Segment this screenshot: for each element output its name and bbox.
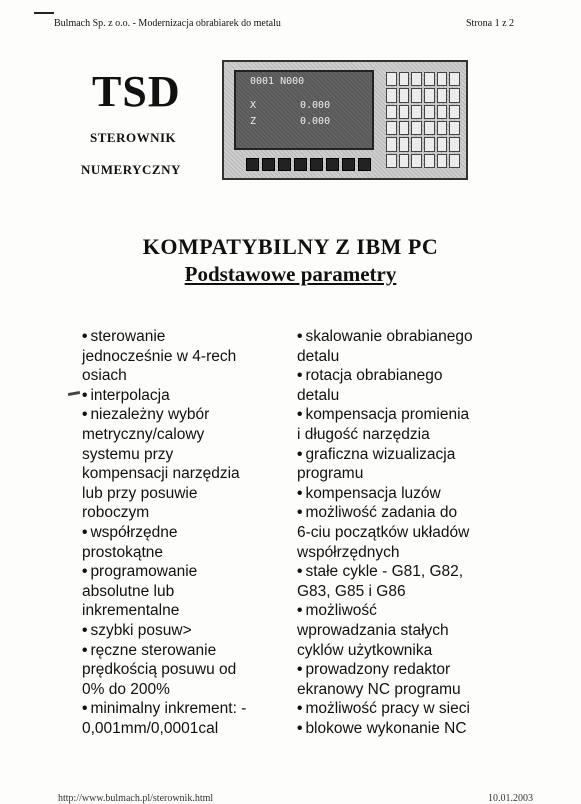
feature-text: 0,001mm/0,0001cal xyxy=(82,719,219,737)
bullet-icon: • xyxy=(297,661,303,679)
keypad-key xyxy=(424,88,435,102)
feature-line xyxy=(297,543,512,563)
keypad-key xyxy=(411,72,422,86)
keypad-key xyxy=(411,154,422,168)
keypad-key xyxy=(424,154,435,168)
feature-text: systemu przy xyxy=(82,445,174,463)
feature-text: ekranowy NC programu xyxy=(297,680,461,698)
feature-text: współrzędne xyxy=(90,523,178,541)
bullet-icon: • xyxy=(82,621,88,639)
bullet-icon: • xyxy=(82,328,88,345)
cnc-screen xyxy=(234,70,374,150)
feature-line xyxy=(82,503,282,523)
screen-x-value: 0.000 xyxy=(300,100,331,111)
keypad-key xyxy=(386,121,397,135)
feature-line xyxy=(297,582,512,602)
feature-line xyxy=(82,327,282,347)
keypad-key xyxy=(437,105,448,119)
keypad-key xyxy=(449,105,460,119)
feature-line xyxy=(297,719,512,739)
feature-line xyxy=(82,582,282,602)
feature-line xyxy=(82,366,282,386)
bullet-icon: • xyxy=(82,700,88,718)
feature-line xyxy=(297,327,512,347)
softkey xyxy=(326,158,339,171)
keypad-key xyxy=(399,137,410,151)
feature-line xyxy=(297,464,512,484)
brand-name: TSD xyxy=(92,67,181,116)
keypad-key xyxy=(399,105,410,119)
feature-text: prowadzony redaktor xyxy=(305,661,451,679)
keypad-key xyxy=(424,121,435,135)
feature-text: detalu xyxy=(297,386,340,404)
feature-line xyxy=(297,503,512,523)
feature-line xyxy=(82,562,282,582)
softkey xyxy=(262,158,275,171)
keypad-key xyxy=(386,88,397,102)
feature-text: programu xyxy=(297,465,364,483)
keypad-key xyxy=(449,88,460,102)
footer-date: 10.01.2003 xyxy=(488,793,533,804)
feature-text: G83, G85 i G86 xyxy=(297,582,406,600)
bullet-icon: • xyxy=(82,523,88,541)
bullet-icon: • xyxy=(82,563,88,581)
feature-line xyxy=(297,445,512,465)
feature-text: cyklów użytkownika xyxy=(297,641,433,659)
feature-line xyxy=(82,621,282,641)
header-company: Bulmach Sp. z o.o. - Modernizacja obrabiarek do metalu xyxy=(54,18,281,29)
feature-text: jednocześnie w 4-rech xyxy=(82,347,237,365)
softkey xyxy=(310,158,323,171)
keypad-key xyxy=(449,154,460,168)
feature-line xyxy=(297,523,512,543)
bullet-icon: • xyxy=(297,563,303,581)
bullet-icon: • xyxy=(297,719,303,737)
feature-text: sterowanie xyxy=(90,328,166,345)
feature-text: współrzędnych xyxy=(297,543,400,561)
keypad-key xyxy=(437,154,448,168)
screen-row-1: 0001 N000 xyxy=(250,76,305,87)
feature-line xyxy=(297,405,512,425)
keypad-key xyxy=(411,88,422,102)
bullet-icon: • xyxy=(297,504,303,522)
feature-line xyxy=(82,660,282,680)
feature-text: możliwość pracy w sieci xyxy=(305,700,470,718)
feature-line xyxy=(297,680,512,700)
bullet-icon: • xyxy=(82,386,88,404)
feature-text: kompensacja promienia xyxy=(305,406,470,424)
feature-text: wprowadzania stałych xyxy=(297,621,449,639)
features-right-column xyxy=(297,327,512,738)
feature-line xyxy=(82,386,282,406)
screen-x-label: X xyxy=(250,100,257,111)
feature-text: 6-ciu początków układów xyxy=(297,523,470,541)
keypad-key xyxy=(437,137,448,151)
keypad-key xyxy=(386,154,397,168)
keypad-key xyxy=(386,105,397,119)
feature-line xyxy=(82,405,282,425)
feature-line xyxy=(82,680,282,700)
feature-text: rotacja obrabianego xyxy=(305,367,443,385)
feature-text: niezależny wybór xyxy=(90,406,210,424)
keypad-key xyxy=(424,137,435,151)
footer-url: http://www.bulmach.pl/sterownik.html xyxy=(58,793,214,804)
keypad-key xyxy=(399,121,410,135)
feature-text: 0% do 200% xyxy=(82,680,170,698)
feature-text: stałe cykle - G81, G82, xyxy=(305,563,464,581)
feature-line xyxy=(297,425,512,445)
feature-text: kompensacja luzów xyxy=(305,484,441,502)
feature-text: metryczny/calowy xyxy=(82,425,205,443)
feature-line xyxy=(82,641,282,661)
main-title: KOMPATYBILNY Z IBM PC xyxy=(142,234,439,259)
keypad-key xyxy=(449,72,460,86)
subtitle: Podstawowe parametry xyxy=(184,262,397,286)
feature-text: i długość narzędzia xyxy=(297,425,430,443)
feature-line xyxy=(297,641,512,661)
keypad-key xyxy=(399,72,410,86)
bullet-icon: • xyxy=(82,406,88,424)
feature-text: absolutne lub xyxy=(82,582,175,600)
feature-text: graficzna wizualizacja xyxy=(305,445,456,463)
bullet-icon: • xyxy=(297,328,303,345)
bullet-icon: • xyxy=(297,367,303,385)
feature-line xyxy=(82,484,282,504)
feature-line xyxy=(297,621,512,641)
bullet-icon: • xyxy=(82,641,88,659)
keypad-key xyxy=(424,72,435,86)
keypad-key xyxy=(424,105,435,119)
cnc-softkeys xyxy=(246,158,371,171)
feature-text: blokowe wykonanie NC xyxy=(305,719,467,737)
bullet-icon: • xyxy=(297,602,303,620)
bullet-icon: • xyxy=(297,484,303,502)
keypad-key xyxy=(399,154,410,168)
keypad-key xyxy=(437,121,448,135)
feature-line xyxy=(82,347,282,367)
feature-line xyxy=(82,464,282,484)
keypad-key xyxy=(411,105,422,119)
feature-line xyxy=(297,484,512,504)
feature-text: interpolacja xyxy=(90,386,170,404)
feature-line xyxy=(297,386,512,406)
feature-line xyxy=(82,425,282,445)
feature-text: prostokątne xyxy=(82,543,163,561)
top-rule xyxy=(34,12,54,14)
feature-text: roboczym xyxy=(82,504,150,522)
feature-line xyxy=(82,523,282,543)
keypad-key xyxy=(437,88,448,102)
feature-line xyxy=(82,601,282,621)
feature-line xyxy=(297,699,512,719)
softkey xyxy=(246,158,259,171)
keypad-key xyxy=(437,72,448,86)
feature-line xyxy=(82,543,282,563)
softkey xyxy=(358,158,371,171)
feature-line xyxy=(297,601,512,621)
softkey xyxy=(278,158,291,171)
keypad-key xyxy=(449,137,460,151)
keypad-key xyxy=(386,137,397,151)
feature-line xyxy=(82,445,282,465)
bullet-icon: • xyxy=(297,406,303,424)
feature-text: możliwość zadania do xyxy=(305,504,458,522)
pen-mark xyxy=(68,391,80,396)
feature-line xyxy=(297,660,512,680)
feature-text: skalowanie obrabianego xyxy=(305,328,473,345)
feature-text: detalu xyxy=(297,347,340,365)
feature-text: możliwość xyxy=(305,602,377,620)
brand-subtitle-2: NUMERYCZNY xyxy=(81,162,181,177)
keypad-key xyxy=(386,72,397,86)
keypad-key xyxy=(449,121,460,135)
header-page-number: Strona 1 z 2 xyxy=(466,18,515,29)
feature-text: osiach xyxy=(82,367,127,385)
feature-text: minimalny inkrement: - xyxy=(90,700,247,718)
feature-line xyxy=(297,347,512,367)
feature-text: inkrementalne xyxy=(82,602,180,620)
feature-line xyxy=(297,366,512,386)
softkey xyxy=(294,158,307,171)
feature-text: kompensacji narzędzia xyxy=(82,465,240,483)
cnc-panel-image xyxy=(222,60,468,180)
feature-text: programowanie xyxy=(90,563,198,581)
feature-text: prędkością posuwu od xyxy=(82,661,237,679)
feature-text: szybki posuw> xyxy=(90,621,192,639)
feature-line xyxy=(82,699,282,719)
feature-line xyxy=(82,719,282,739)
keypad-key xyxy=(411,121,422,135)
bullet-icon: • xyxy=(297,700,303,718)
softkey xyxy=(342,158,355,171)
features-left-column xyxy=(82,327,282,738)
keypad-key xyxy=(411,137,422,151)
brand-subtitle-1: STEROWNIK xyxy=(90,130,177,145)
keypad-key xyxy=(399,88,410,102)
feature-text: lub przy posuwie xyxy=(82,484,198,502)
bullet-icon: • xyxy=(297,445,303,463)
screen-z-label: Z xyxy=(250,116,257,127)
feature-line xyxy=(297,562,512,582)
cnc-keypad xyxy=(386,72,460,168)
feature-text: ręczne sterowanie xyxy=(90,641,217,659)
screen-z-value: 0.000 xyxy=(300,116,331,127)
